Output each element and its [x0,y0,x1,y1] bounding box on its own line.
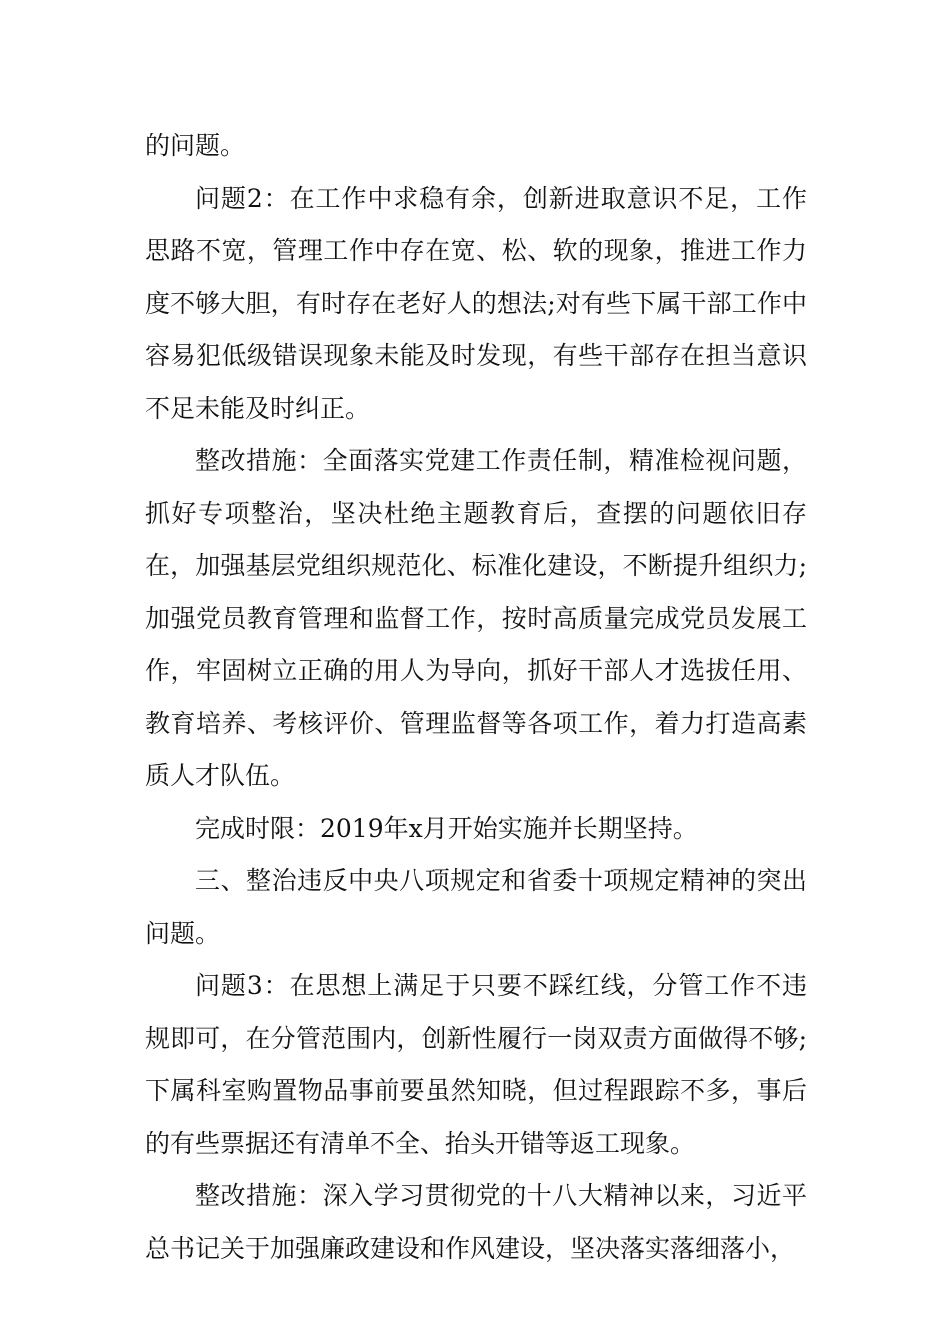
paragraph-problem-2: 问题2：在工作中求稳有余，创新进取意识不足，工作思路不宽，管理工作中存在宽、松、软的现象，推进工作力度不够大胆，有时存在老好人的想法;对有些下属干部工作中容易犯低级错误现象未能及时发现，有些干部存在担当意识不足未能及时纠正。 [145,183,807,423]
paragraph-section-heading-3: 三、整治违反中央八项规定和省委十项规定精神的突出问题。 [145,866,807,948]
paragraph-rectification-measures-1: 整改措施：全面落实党建工作责任制，精准检视问题，抓好专项整治，坚决杜绝主题教育后，查摆的问题依旧存在，加强基层党组织规范化、标准化建设，不断提升组织力;加强党员教育管理和监督工作，按时高质量完成党员发展工作，牢固树立正确的用人为导向，抓好干部人才选拔任用、教育培养、考核评价、管理监督等各项工作，着力打造高素质人才队伍。 [145,446,807,790]
document-page [145,120,807,1275]
paragraph-rectification-measures-2: 整改措施：深入学习贯彻党的十八大精神以来，习近平总书记关于加强廉政建设和作风建设，坚决落实落细落小， [145,1181,807,1263]
paragraph-continuation: 的问题。 [145,131,246,160]
paragraph-completion-deadline: 完成时限：2019年x月开始实施并长期坚持。 [195,813,698,843]
paragraph-problem-3: 问题3：在思想上满足于只要不踩红线，分管工作不违规即可，在分管范围内，创新性履行一岗双责方面做得不够;下属科室购置物品事前要虽然知晓，但过程跟踪不多，事后的有些票据还有清单不全、抬头开错等返工现象。 [145,971,807,1158]
